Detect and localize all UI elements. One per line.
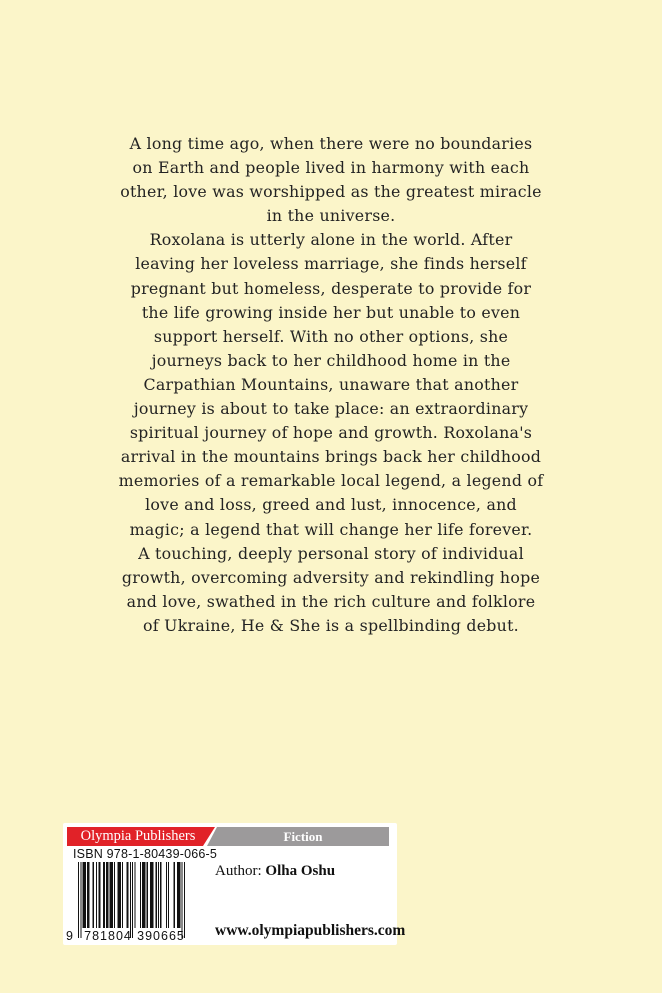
barcode-right-group: 390665 — [137, 929, 185, 943]
blurb-line: A long time ago, when there were no boundaries — [129, 134, 533, 153]
blurb-line: growth, overcoming adversity and rekindling hope — [121, 567, 541, 587]
blurb-line: love and loss, greed and lust, innocence, and — [145, 495, 517, 515]
ean13-barcode — [78, 862, 185, 938]
author-name: Olha Oshu — [265, 863, 336, 879]
author-label: Author: — [215, 863, 262, 879]
publisher-name: Olympia Publishers — [80, 828, 196, 844]
blurb-line: support herself. With no other options, she — [153, 326, 509, 346]
barcode-bars — [78, 862, 185, 938]
blurb-line: leaving her loveless marriage, she finds herself — [135, 254, 527, 274]
barcode-left-group: 781804 — [84, 929, 132, 943]
genre-label: Fiction — [283, 829, 323, 844]
blurb-line: memories of a remarkable local legend, a legend of — [118, 471, 544, 491]
blurb-line: on Earth and people lived in harmony with each — [132, 158, 530, 178]
blurb-line: A touching, deeply personal story of individual — [138, 543, 524, 563]
blurb-line: magic; a legend that will change her life forever. — [129, 519, 533, 539]
publisher-website: www.olympiapublishers.com — [215, 922, 406, 939]
blurb-line: of Ukraine, He & She is a spellbinding debut. — [143, 615, 519, 635]
publisher-genre-bar — [67, 827, 389, 846]
barcode-lead-digit: 9 — [66, 929, 74, 943]
publisher-panel — [63, 823, 406, 945]
blurb-line: Carpathian Mountains, unaware that another — [143, 374, 519, 394]
blurb-line: the life growing inside her but unable to even — [141, 302, 521, 322]
author-line — [215, 863, 335, 880]
blurb-line: other, love was worshipped as the greatest miracle — [120, 182, 542, 202]
book-blurb — [66, 132, 596, 638]
blurb-line: and love, swathed in the rich culture and folklore — [126, 591, 536, 611]
blurb-line: arrival in the mountains brings back her childhood — [120, 447, 542, 467]
blurb-line: spiritual journey of hope and growth. Roxolana's — [129, 423, 533, 443]
blurb-line: in the universe. — [266, 206, 396, 226]
blurb-line: pregnant but homeless, desperate to provide for — [130, 278, 532, 298]
blurb-line: Roxolana is utterly alone in the world. After — [149, 230, 513, 250]
isbn-number: ISBN 978-1-80439-066-5 — [73, 847, 218, 861]
blurb-line: journeys back to her childhood home in the — [151, 350, 511, 370]
blurb-line: journey is about to take place: an extraordinary — [133, 399, 529, 419]
